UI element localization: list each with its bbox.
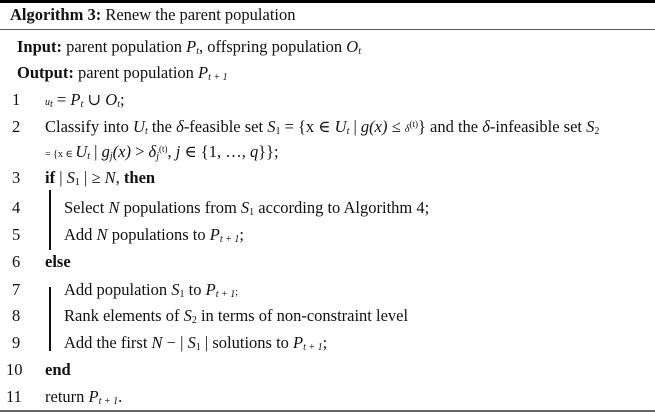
- line-number: 2: [12, 117, 21, 136]
- text: populations from: [119, 198, 241, 217]
- op: =: [52, 90, 71, 109]
- text: Rank elements of: [64, 306, 184, 325]
- text: the: [147, 117, 177, 136]
- line-body: [45, 117, 599, 140]
- output-text: parent population: [77, 63, 199, 82]
- line-number: 5: [12, 225, 21, 244]
- header-rule: [0, 29, 655, 30]
- math-var: N: [104, 168, 116, 187]
- math-var: P: [186, 37, 197, 56]
- text: to: [184, 280, 206, 299]
- input-text: , offspring population: [199, 37, 347, 56]
- math-var: q: [249, 142, 259, 161]
- math-var: P: [209, 225, 220, 244]
- text: Classify into: [45, 117, 134, 136]
- math-var: S: [586, 117, 595, 136]
- math-var: S: [240, 198, 250, 217]
- math-var: δ: [176, 117, 184, 136]
- input-line: [17, 37, 361, 57]
- punct: ;: [239, 225, 244, 244]
- punct: ;: [120, 90, 125, 109]
- math-var: g: [360, 117, 370, 136]
- math-var: N: [96, 225, 108, 244]
- line-body: [45, 360, 71, 380]
- math-var: P: [293, 333, 304, 352]
- else-block-bar: [49, 287, 51, 351]
- line-number: 9: [12, 333, 21, 352]
- line-body: [45, 252, 71, 272]
- math-sub: t + 1: [208, 72, 228, 83]
- math-sub: t: [117, 99, 120, 110]
- punct: ;: [235, 287, 238, 298]
- math-var: δ: [148, 142, 157, 161]
- math-var: O: [346, 37, 359, 56]
- keyword-then: then: [123, 168, 156, 187]
- line-number: 6: [12, 252, 21, 271]
- line-number: 10: [6, 360, 23, 379]
- math-sub: 1: [74, 177, 80, 188]
- text: solutions to: [212, 333, 294, 352]
- keyword-end: end: [45, 360, 71, 379]
- op: |: [55, 168, 67, 187]
- line-number: 3: [12, 168, 21, 187]
- text: return: [45, 387, 89, 406]
- math-sub: t: [50, 99, 53, 110]
- math-sub: j: [156, 151, 159, 162]
- punct: ,: [115, 168, 120, 187]
- math-sub: 1: [179, 289, 185, 300]
- punct: ,: [167, 142, 176, 161]
- math-sub: t + 1: [98, 396, 119, 407]
- math-var: (x): [369, 117, 388, 136]
- keyword-else: else: [45, 252, 71, 271]
- op: −: [162, 333, 181, 352]
- line-body: [45, 90, 125, 113]
- algorithm-label: Algorithm 3:: [10, 5, 102, 24]
- line-body: [64, 333, 327, 353]
- text: = {x ∈: [45, 149, 76, 160]
- math-var: P: [198, 63, 209, 82]
- op: |: [79, 168, 92, 187]
- math-sup: (t): [158, 144, 168, 154]
- algorithm-header: [10, 5, 295, 25]
- punct: }};: [258, 142, 279, 161]
- output-label: Output:: [17, 63, 74, 82]
- op: |: [90, 142, 102, 161]
- math-sub: t + 1: [215, 289, 236, 300]
- math-var: S: [183, 306, 192, 325]
- math-var: δ: [482, 117, 490, 136]
- math-var: N: [108, 198, 120, 217]
- line-number: 4: [12, 198, 21, 217]
- math-var: O: [105, 90, 118, 109]
- output-line: [17, 63, 228, 83]
- math-var: U: [133, 117, 145, 136]
- math-var: P: [70, 90, 81, 109]
- math-sub: 1: [249, 207, 255, 218]
- math-var: P: [205, 280, 216, 299]
- math-var: S: [187, 333, 196, 352]
- op: >: [130, 142, 149, 161]
- input-label: Input:: [17, 37, 62, 56]
- math-sub: j: [109, 151, 113, 162]
- top-rule: [0, 0, 655, 3]
- math-sub: t: [196, 46, 200, 57]
- text: populations to: [107, 225, 210, 244]
- text: in terms of non-constraint level: [196, 306, 409, 325]
- math-sub: t: [80, 99, 84, 110]
- math-var: P: [88, 387, 99, 406]
- text: ∈ {1, …,: [180, 142, 250, 161]
- math-sub: t + 1: [303, 342, 323, 353]
- line-body: [45, 142, 279, 165]
- text: -infeasible set: [489, 117, 587, 136]
- op: |: [180, 333, 188, 352]
- math-sub: t: [144, 126, 148, 137]
- punct: .: [118, 387, 123, 406]
- line-body: [45, 168, 155, 188]
- line-number: 7: [12, 280, 21, 299]
- math-var: j: [175, 142, 181, 161]
- op: ≤: [387, 117, 405, 136]
- math-sub: t: [346, 126, 350, 137]
- line-body: [64, 306, 408, 326]
- math-sub: 2: [594, 126, 600, 137]
- keyword-if: if: [45, 168, 56, 187]
- line-number: 11: [6, 387, 22, 406]
- math-sub: t: [358, 46, 361, 57]
- algorithm-title: Renew the parent population: [105, 5, 296, 24]
- line-body: [45, 387, 122, 407]
- punct: ;: [322, 333, 328, 352]
- math-sub: t: [87, 151, 91, 162]
- op: |: [349, 117, 361, 136]
- line-body: [64, 225, 244, 245]
- text: = {x ∈: [280, 117, 335, 136]
- math-sub: 1: [275, 126, 281, 137]
- op: ≥: [91, 168, 105, 187]
- math-sup: (t): [409, 119, 418, 129]
- math-var: (x): [112, 142, 131, 161]
- line-body: [64, 280, 238, 303]
- text: Select: [64, 198, 109, 217]
- if-block-bar: [49, 190, 51, 250]
- text: Add: [64, 225, 97, 244]
- text: -feasible set: [183, 117, 268, 136]
- math-sub: 2: [191, 315, 197, 326]
- math-var: δ: [404, 124, 410, 135]
- line-number: 8: [12, 306, 21, 325]
- text: } and the: [417, 117, 483, 136]
- math-var: U: [334, 117, 347, 136]
- math-var: g: [101, 142, 110, 161]
- input-text: parent population: [66, 37, 187, 56]
- math-var: S: [66, 168, 75, 187]
- math-var: U: [75, 142, 88, 161]
- math-sub: t + 1: [219, 234, 240, 245]
- math-var: N: [151, 333, 163, 352]
- text: Add population: [64, 280, 172, 299]
- math-var: S: [267, 117, 276, 136]
- op: |: [200, 333, 213, 352]
- text: according to Algorithm 4;: [254, 198, 430, 217]
- math-sub: 1: [195, 342, 201, 353]
- line-body: [64, 198, 429, 218]
- op: ∪: [83, 90, 106, 109]
- line-number: 1: [12, 90, 21, 109]
- math-var: u: [45, 97, 50, 108]
- text: Add the first: [64, 333, 152, 352]
- math-var: S: [171, 280, 180, 299]
